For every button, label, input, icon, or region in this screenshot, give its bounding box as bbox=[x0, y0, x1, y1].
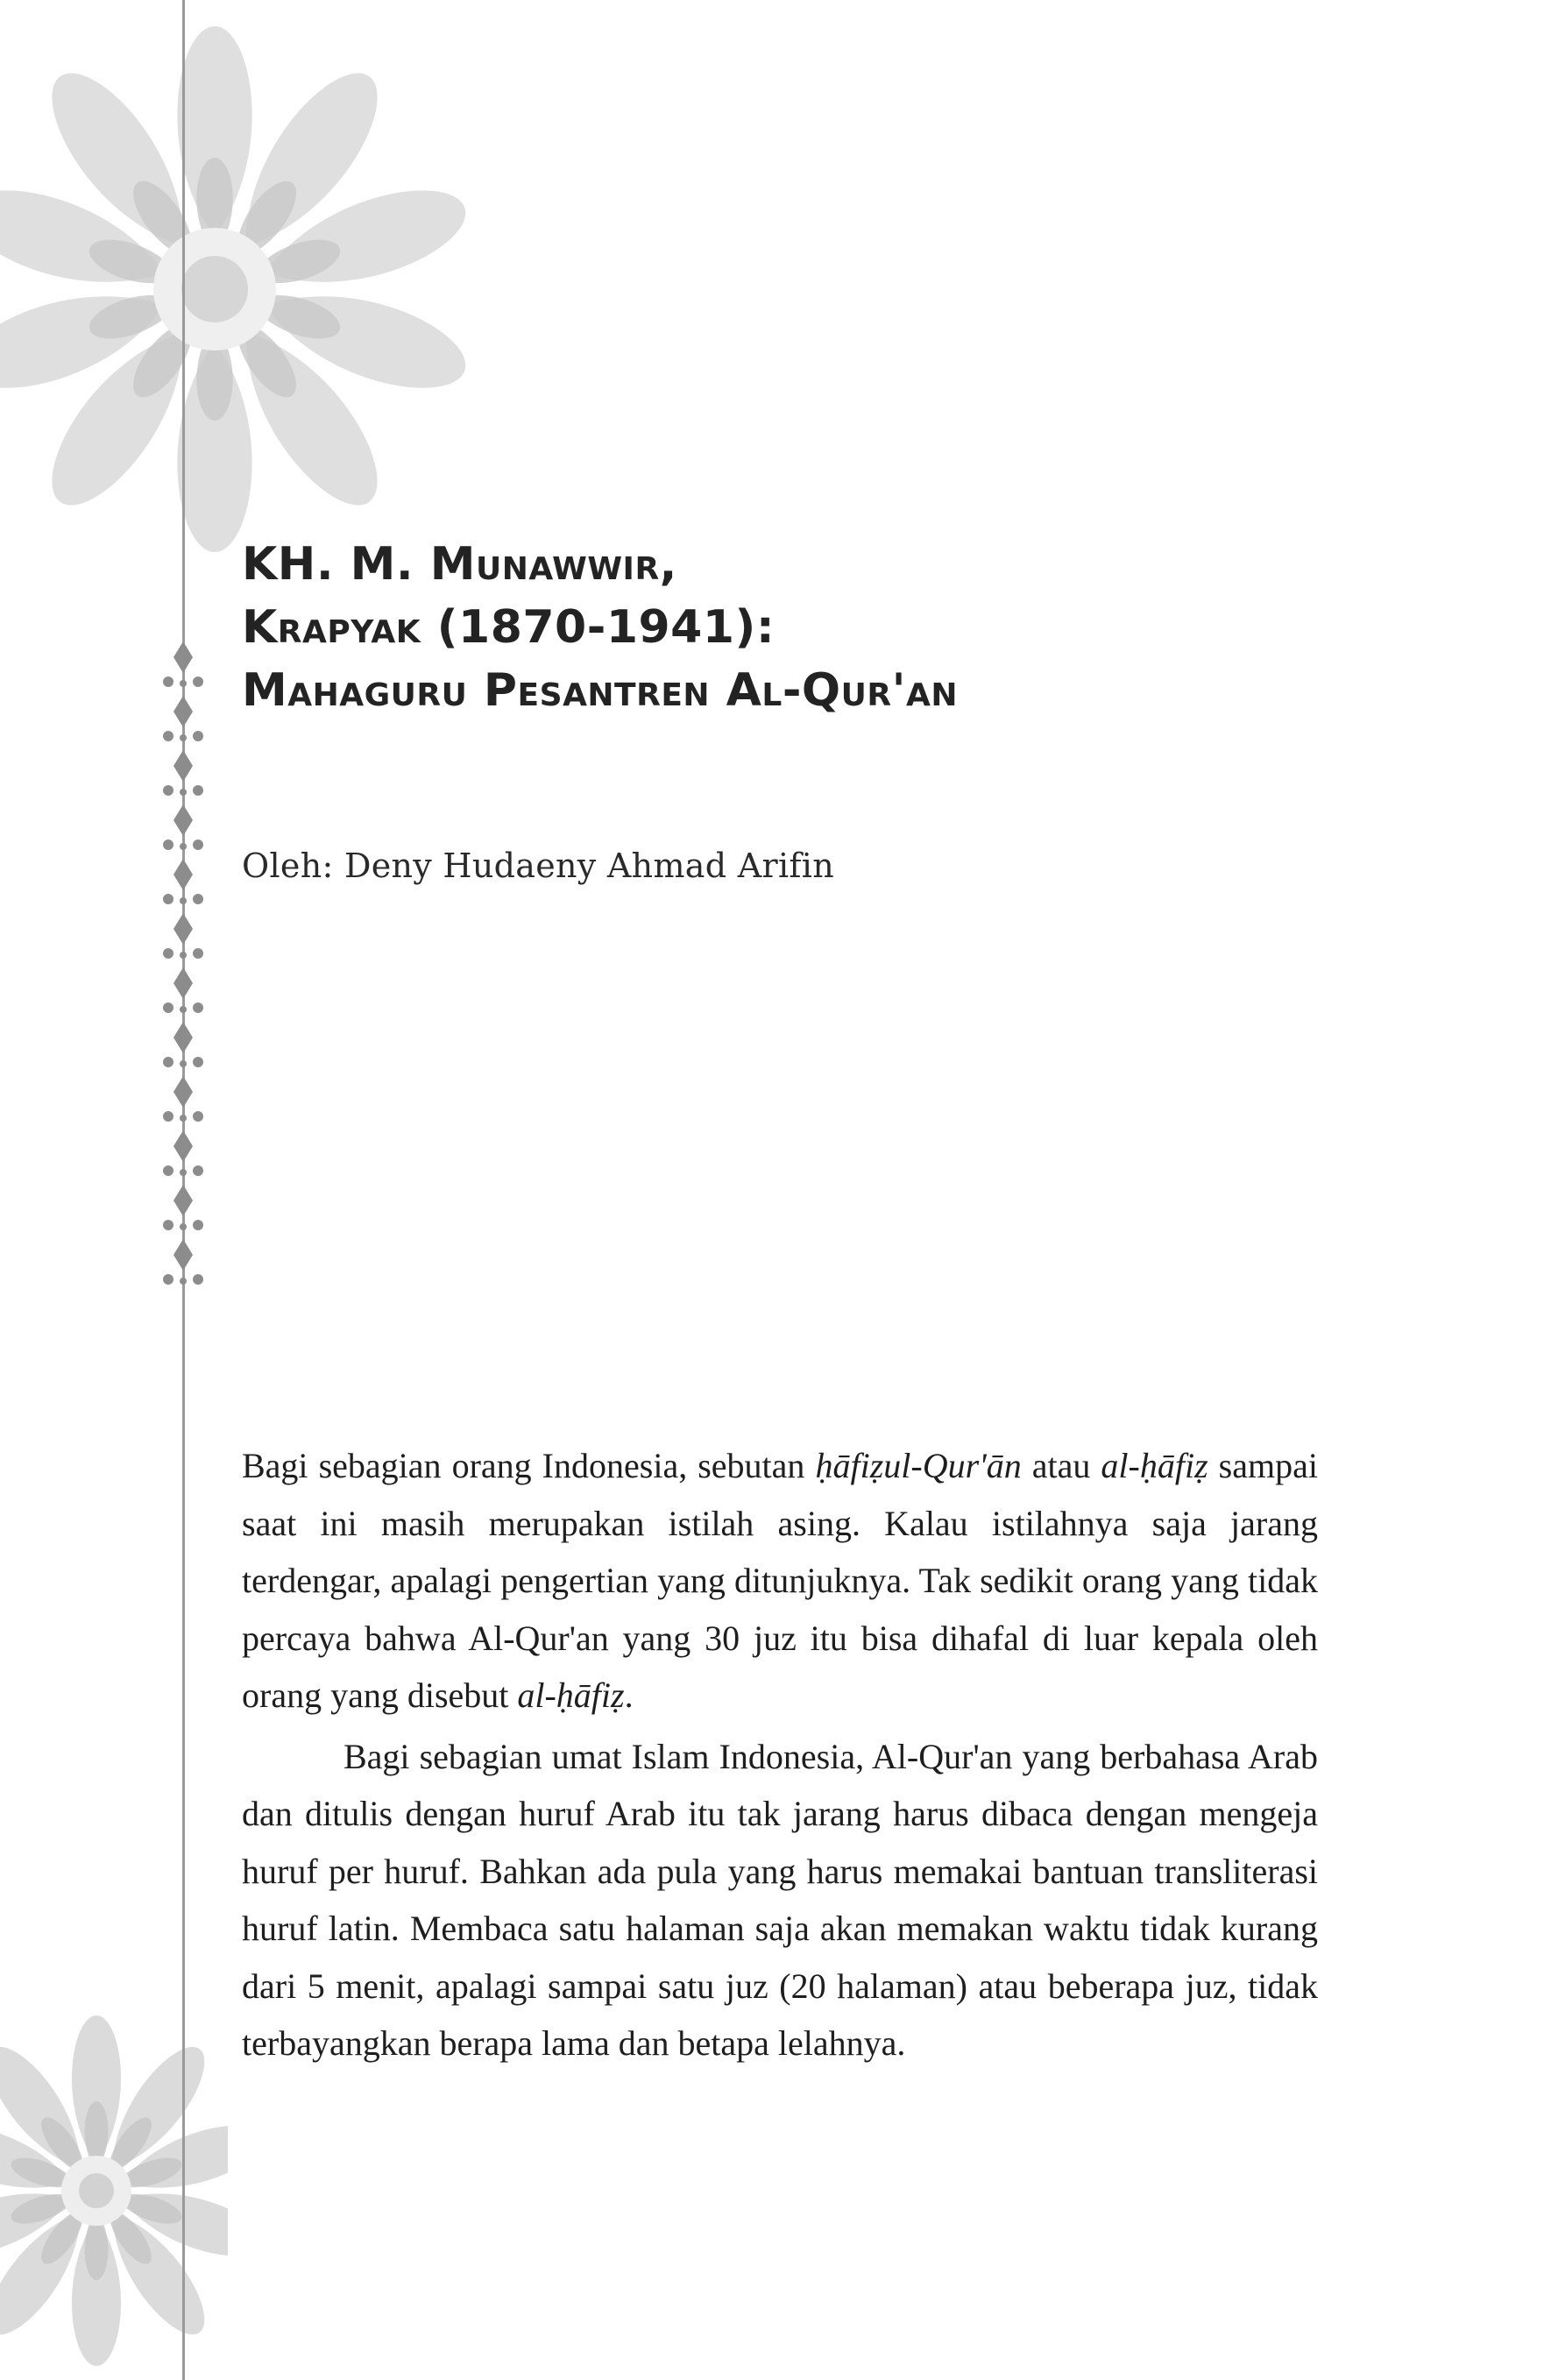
chapter-title bbox=[242, 533, 1381, 722]
floral-ornament-bottom bbox=[0, 2007, 228, 2380]
paragraph-1-text-c: sampai saat ini masih merupakan istilah asing. Kalau istilahnya saja jarang terdengar, apalagi pengertian yang ditunjuknya. Tak sedikit orang yang tidak percaya bahwa Al-Qur'an yang 30 juz itu bisa dihafal di luar kepala oleh orang yang disebut bbox=[242, 1446, 1318, 1715]
term-al-hafiz-2: al-ḥāfiẓ bbox=[517, 1675, 625, 1715]
paragraph-2: Bagi sebagian umat Islam Indonesia, Al-Qur'an yang berbahasa Arab dan ditulis dengan huruf Arab itu tak jarang harus dibaca dengan mengeja huruf per huruf. Bahkan ada pula yang harus memakai bantuan transliterasi huruf latin. Membaca satu halaman saja akan memakan waktu tidak kurang dari 5 menit, apalagi sampai satu juz (20 halaman) atau beberapa juz, tidak terbayangkan berapa lama dan betapa lelahnya. bbox=[242, 1736, 1318, 2063]
paragraph-1-text-a: Bagi sebagian orang Indonesia, sebutan bbox=[242, 1446, 816, 1485]
paragraph-1-text-b: atau bbox=[1021, 1446, 1101, 1485]
author-byline: Oleh: Deny Hudaeny Ahmad Arifin bbox=[242, 846, 834, 885]
floral-ornament-top bbox=[0, 0, 491, 578]
border-ornament-strip bbox=[156, 640, 210, 1306]
paragraph-1 bbox=[242, 1437, 1318, 1725]
title-line-2: Krapyak (1870-1941): bbox=[242, 601, 776, 654]
term-al-hafiz: al-ḥāfiẓ bbox=[1101, 1446, 1208, 1485]
paragraph-1-text-d: . bbox=[624, 1675, 634, 1715]
title-line-1: KH. M. Munawwir, bbox=[242, 538, 677, 591]
body-text bbox=[242, 1437, 1318, 2072]
title-line-3: Mahaguru Pesantren Al-Qur'an bbox=[242, 664, 958, 717]
term-hafizul-quran: ḥāfiẓul-Qur'ān bbox=[815, 1446, 1022, 1485]
